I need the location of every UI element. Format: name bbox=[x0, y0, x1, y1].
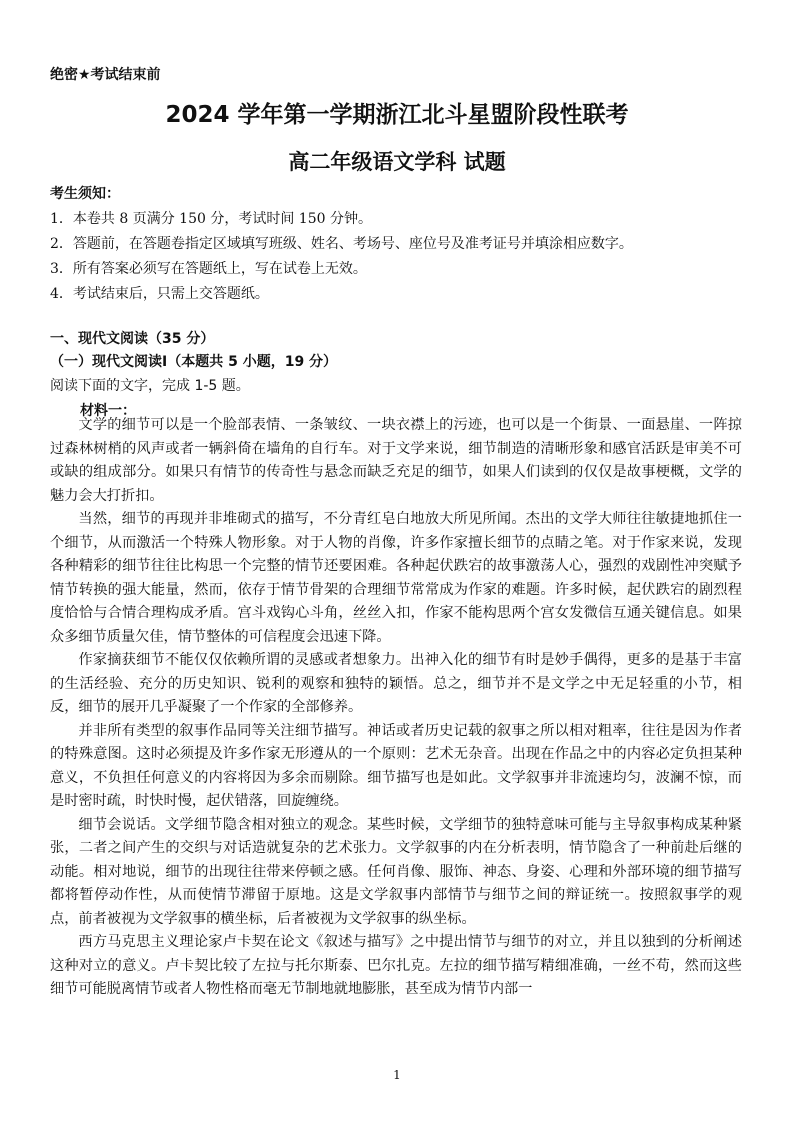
reading-instruction: 阅读下面的文字，完成 1-5 题。 bbox=[50, 378, 250, 394]
reading-passage bbox=[50, 414, 742, 1002]
paragraph: 西方马克思主义理论家卢卡契在论文《叙述与描写》之中提出情节与细节的对立，并且以独到的分析阐述这种对立的意义。卢卡契比较了左拉与托尔斯泰、巴尔扎克。左拉的细节描写精细准确，一丝不苟，然而这些细节可能脱离情节或者人物性格而毫无节制地就地膨胀，甚至成为情节内部一 bbox=[50, 934, 742, 997]
section-heading: 一、现代文阅读（35 分） bbox=[50, 331, 215, 347]
subsection-heading: （一）现代文阅读Ⅰ（本题共 5 小题，19 分） bbox=[50, 354, 338, 370]
notice-heading: 考生须知： bbox=[50, 186, 120, 202]
paragraph: 当然，细节的再现并非堆砌式的描写，不分青红皂白地放大所见所闻。杰出的文学大师往往敏捷地抓住一个细节，从而激活一个特殊人物形象。对于人物的肖像，许多作家擅长细节的点睛之笔。对于作家来说，发现各种精彩的细节往往比构思一个完整的情节还要困难。各种起伏跌宕的故事激荡人心，强烈的戏剧性冲突赋予情节转换的强大能量，然而，依存于情节骨架的合理细节常常成为作家的难题。许多时候，起伏跌宕的剧烈程度恰恰与合情合理构成矛盾。宫斗戏钩心斗角，丝丝入扣，作家不能构思两个宫女发微信互通关键信息。如果众多细节质量欠佳，情节整体的可信程度会迅速下降。 bbox=[50, 511, 742, 645]
exam-subtitle: 高二年级语文学科 试题 bbox=[288, 150, 506, 174]
material-label: 材料一： bbox=[80, 403, 136, 419]
notice-item-3: 3．所有答案必须写在答题纸上，写在试卷上无效。 bbox=[50, 261, 367, 277]
paragraph: 并非所有类型的叙事作品同等关注细节描写。神话或者历史记载的叙事之所以相对粗率，往往是因为作者的特殊意图。这时必须提及许多作家无形遵从的一个原则：艺术无杂音。出现在作品之中的内容必定负担某种意义，不负担任何意义的内容将因为多余而剔除。细节描写也是如此。文学叙事并非流速均匀，波澜不惊，而是时密时疏，时快时慢，起伏错落，回旋缠绕。 bbox=[50, 722, 742, 809]
exam-title: 2024 学年第一学期浙江北斗星盟阶段性联考 bbox=[165, 102, 629, 128]
notice-item-1: 1．本卷共 8 页满分 150 分，考试时间 150 分钟。 bbox=[50, 211, 372, 227]
paragraph: 文学的细节可以是一个脸部表情、一条皱纹、一块衣襟上的污迹，也可以是一个街景、一面悬崖、一阵掠过森林树梢的风声或者一辆斜倚在墙角的自行车。对于文学来说，细节制造的清晰形象和感官活跃是审美不可或缺的组成部分。如果只有情节的传奇性与悬念而缺乏充足的细节，如果人们读到的仅仅是故事梗概，文学的魅力会大打折扣。 bbox=[50, 417, 742, 504]
paragraph: 细节会说话。文学细节隐含相对独立的观念。某些时候，文学细节的独特意味可能与主导叙事构成某种紧张，二者之间产生的交织与对话造就复杂的艺术张力。文学叙事的内在分析表明，情节隐含了一种前赴后继的动能。相对地说，细节的出现往往带来停顿之感。任何肖像、服饰、神态、身姿、心理和外部环境的细节描写都将暂停动作性，从而使情节滞留于原地。这是文学叙事内部情节与细节之间的辩证统一。按照叙事学的观点，前者被视为文学叙事的横坐标，后者被视为文学叙事的纵坐标。 bbox=[50, 816, 742, 927]
notice-item-4: 4．考试结束后，只需上交答题纸。 bbox=[50, 286, 269, 302]
confidential-mark: 绝密★考试结束前 bbox=[50, 67, 161, 83]
paragraph: 作家摘获细节不能仅仅依赖所谓的灵感或者想象力。出神入化的细节有时是妙手偶得，更多的是基于丰富的生活经验、充分的历史知识、锐利的观察和独特的颖悟。总之，细节并不是文学之中无足轻重的小节，相反，细节的展开几乎凝聚了一个作家的全部修养。 bbox=[50, 652, 742, 715]
page-number: 1 bbox=[393, 1068, 401, 1082]
notice-item-2: 2．答题前，在答题卷指定区域填写班级、姓名、考场号、座位号及准考证号并填涂相应数字。 bbox=[50, 236, 633, 252]
